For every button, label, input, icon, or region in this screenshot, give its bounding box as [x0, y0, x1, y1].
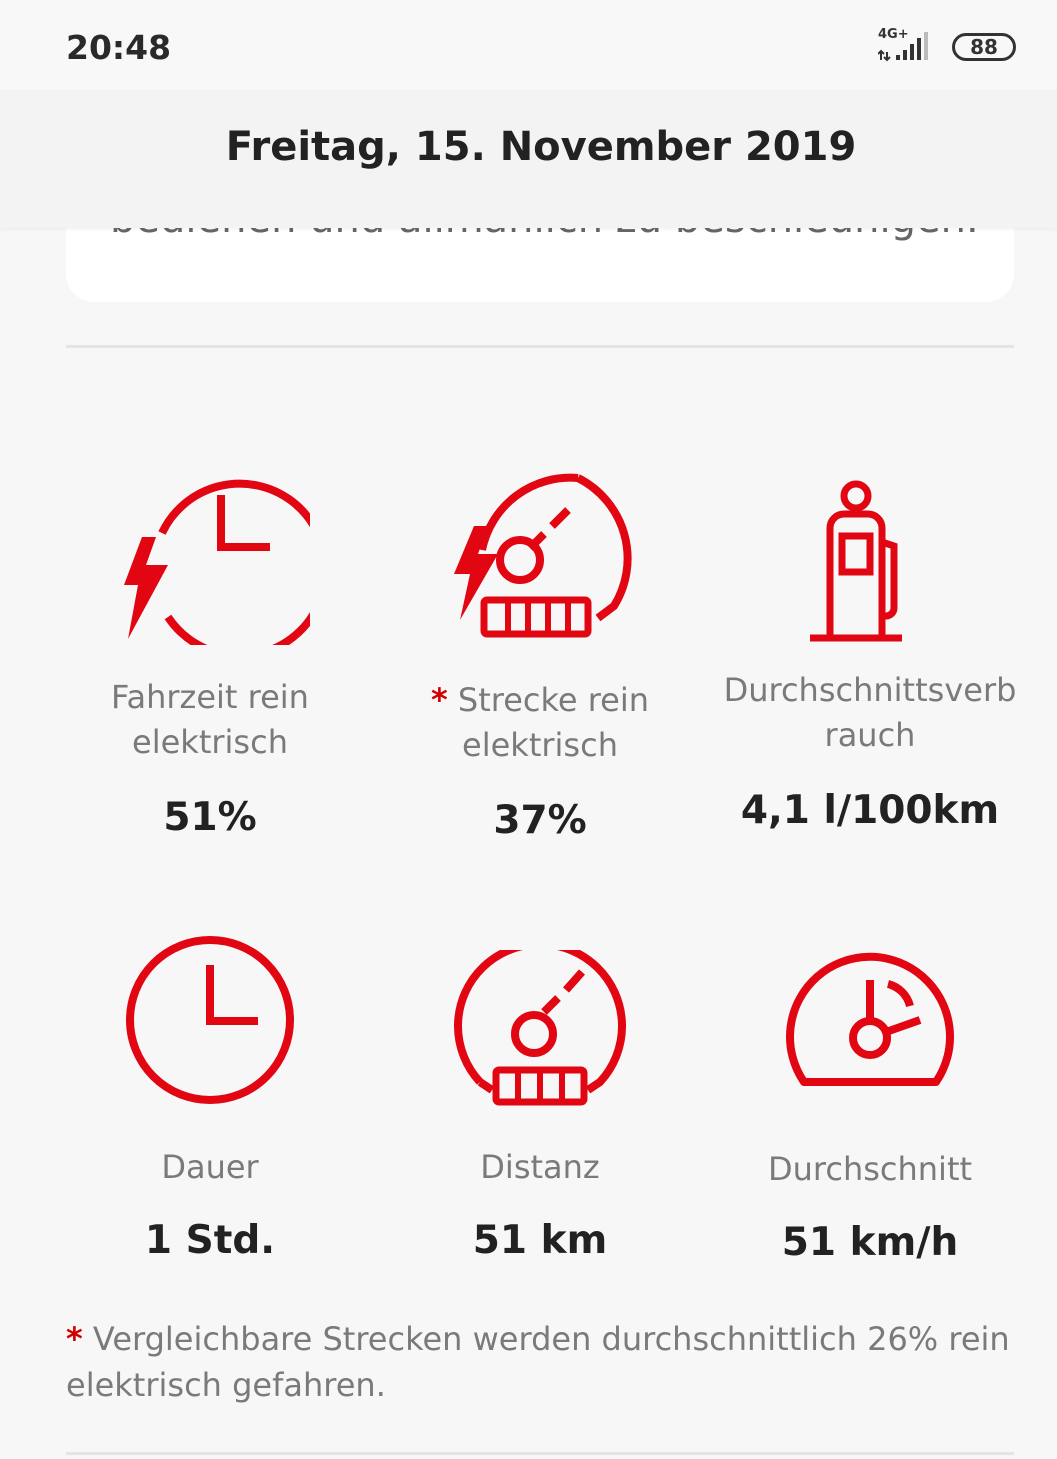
stat-electric-drive-time: [45, 455, 375, 840]
footnote-star: *: [430, 681, 448, 719]
network-type: 4G+: [878, 27, 909, 42]
stat-value: 1 Std.: [144, 1218, 276, 1263]
footnote-text: Vergleichbare Strecken werden durchschnittlich 26% rein elektrisch gefahren.: [66, 1320, 1010, 1404]
speedometer-icon: [770, 952, 970, 1088]
divider-bottom: [66, 1452, 1014, 1455]
clock-icon: [110, 935, 310, 1105]
stat-label: [375, 678, 705, 723]
status-bar: [0, 0, 1057, 90]
stat-label: Durchschnittsverb: [723, 671, 1017, 709]
network-indicator: [878, 28, 940, 64]
stat-duration: [45, 935, 375, 1263]
stat-label: Durchschnitt: [767, 1150, 973, 1188]
stat-label-line2: elektrisch: [462, 726, 618, 764]
stat-distance: [375, 950, 705, 1263]
stat-label: Fahrzeit rein: [111, 678, 309, 716]
stat-value: 51%: [163, 795, 257, 840]
electric-clock-icon: [110, 455, 310, 645]
stat-label-text: Strecke rein: [457, 681, 650, 719]
stat-label-line2: rauch: [824, 716, 916, 754]
electric-odometer-icon: [440, 470, 640, 645]
fuel-pump-icon: [770, 478, 970, 645]
signal-icon: [878, 28, 940, 64]
page-title: Freitag, 15. November 2019: [225, 124, 857, 170]
footnote-star: *: [66, 1320, 83, 1358]
stat-average-speed: [705, 952, 1035, 1265]
stat-label: Distanz: [480, 1148, 600, 1186]
stat-value: 51 km/h: [781, 1220, 959, 1265]
battery-indicator: 88: [952, 33, 1016, 61]
stat-value: 4,1 l/100km: [740, 788, 1000, 833]
stat-value: 51 km: [472, 1218, 608, 1263]
status-time: 20:48: [66, 28, 172, 67]
stat-value: 37%: [493, 798, 587, 843]
odometer-icon: [440, 950, 640, 1108]
stat-label-line2: elektrisch: [132, 723, 288, 761]
divider: [66, 345, 1014, 348]
footnote: [66, 1316, 1026, 1408]
stat-label: Dauer: [161, 1148, 259, 1186]
stat-avg-consumption: [705, 478, 1035, 833]
stat-electric-distance: [375, 470, 705, 843]
